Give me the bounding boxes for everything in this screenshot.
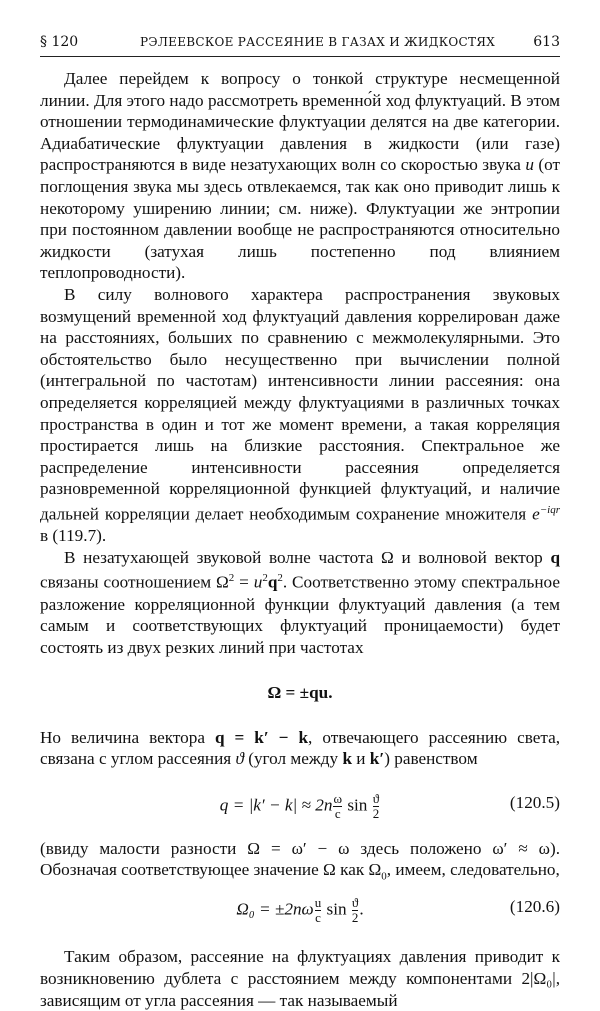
equation-omega: Ω = ±qu.: [267, 682, 333, 702]
equation-120-6: Ω₀ = ±2nω $\frac{u}{c}$ sin $\frac{ϑ}{2}$ . (120.6): [236, 895, 560, 926]
running-header: [40, 34, 560, 54]
equation-number: (120.6): [509, 897, 560, 917]
paragraph-5: (ввиду малости разности Ω = ω′ − ω здесь положено ω′ ≈ ω). Обозначая соответствующее значение Ω как $\Omega_0$, имеем, следовательно,: [40, 838, 560, 883]
equation-number: (120.5): [509, 792, 560, 812]
fraction: $\frac{ϑ}{2}$: [372, 790, 380, 821]
paragraph-2: В силу волнового характера распространения звуковых возмущений временной ход флуктуаций давления коррелирован даже на расстояниях, больших по сравнению с межмолекулярными. Это обстоятельство было несущественно при вычислении полной (интегральной по частотам) интенсивности линии рассеяния: она определяется корреляцией между флуктуациями в различных точках пространства в один и тот же момент времени, а такая корреляция простирается лишь на близкие расстояния. Спектральное же распределение интенсивности рассеяния определяется разновременной корреляционной функцией флуктуаций, и наличие дальней корреляции делает необходимым сохранение множителя $e^{-iqr}$ в (119.7).: [40, 284, 560, 546]
equation-120-5: q = |k′ − k| ≈ 2n $\frac{\omega}{c}$ sin $\frac{ϑ}{2}$ (120.5): [219, 790, 560, 821]
paragraph-4: Но величина вектора q = k′ − k, отвечающего рассеянию света, связана с углом рассеяния ϑ (угол между k и k′) равенством: [40, 727, 560, 769]
fraction: $\frac{\omega}{c}$: [333, 790, 343, 821]
fraction: $\frac{ϑ}{2}$: [351, 895, 359, 926]
page-number: 613: [533, 34, 560, 50]
paragraph-6: Таким образом, рассеяние на флуктуациях давления приводит к возникновению дублета с расстоянием между компонентами 2|Ω₀|, зависящим от угла рассеяния — так называемый: [40, 947, 560, 1010]
fraction: $\frac{u}{c}$: [314, 895, 322, 926]
running-title: РЭЛЕЕВСКОЕ РАССЕЯНИЕ В ГАЗАХ И ЖИДКОСТЯХ: [140, 35, 496, 49]
page-body: [40, 68, 560, 1011]
paragraph-3: В незатухающей звуковой волне частота Ω и волновой вектор q связаны соотношением $\Omega^2 = u^2q^2$. Соответственно этому спектральное разложение корреляционной функции флуктуаций давления (а тем самым и соответствующих флуктуаций проницаемости) будет состоять из двух резких линий при частотах: [40, 547, 560, 657]
section-number: § 120: [40, 34, 79, 50]
paragraph-1: Далее перейдем к вопросу о тонкой структуре несмещенной линии. Для этого надо рассмотреть временно́й ход флуктуаций. В этом отношении термодинамические флуктуации делятся на две категории. Адиабатические флуктуации давления в жидкости (или газе) распространяются в виде незатухающих волн со скоростью звука u (от поглощения звука мы здесь отвлекаемся, так как оно приводит лишь к некоторому уширению линии; см. ниже). Флуктуации же энтропии при постоянном давлении вообще не распространяются относительно жидкости (затухая лишь постепенно под влиянием теплопроводности).: [40, 69, 560, 283]
header-rule: [40, 56, 560, 57]
